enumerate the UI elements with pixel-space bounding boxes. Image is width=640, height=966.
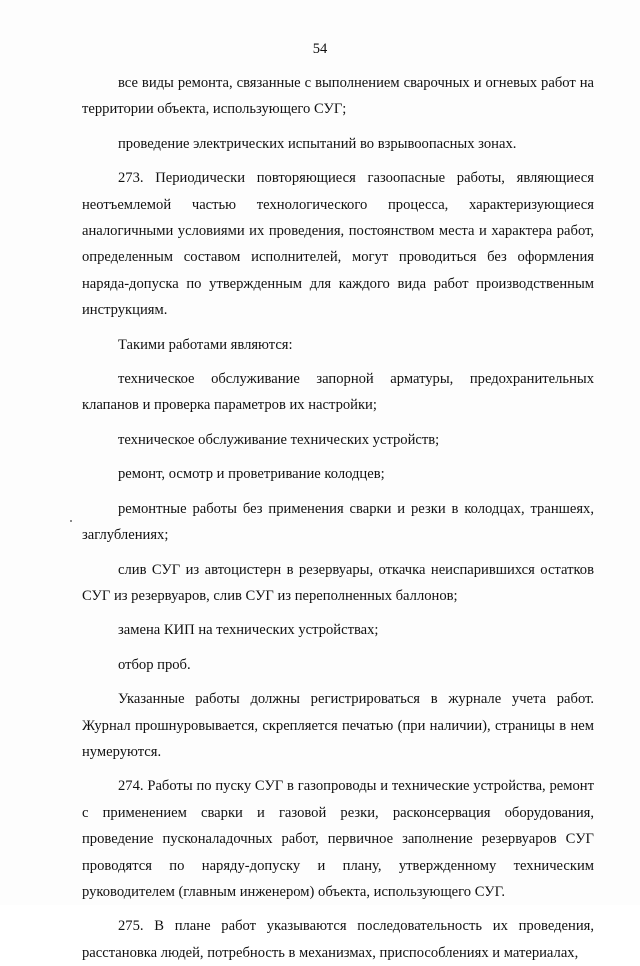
paragraph: Такими работами являются:	[118, 336, 293, 353]
paragraph: ремонт, осмотр и проветривание колодцев;	[118, 466, 385, 483]
paragraph: техническое обслуживание технических устройств;	[118, 431, 440, 448]
document-body	[82, 70, 594, 966]
paragraph: техническое обслуживание запорной арматуры, предохранительных клапанов и проверка параметров их настройки;	[82, 371, 594, 414]
paragraph: Указанные работы должны регистрироваться в журнале учета работ. Журнал прошнуровывается, скрепляется печатью (при наличии), страницы в нем нумеруются.	[82, 691, 594, 760]
paragraph: 273. Периодически повторяющиеся газоопасные работы, являющиеся неотъемлемой частью технологического процесса, характеризующиеся аналогичными условиями их проведения, постоянством места и характера работ, определенным составом исполнителей, могут проводиться без оформления наряда-допуска по утвержденным для каждого вида работ производственным инструкциям.	[82, 170, 594, 319]
paragraph: слив СУГ из автоцистерн в резервуары, откачка неиспарившихся остатков СУГ из резервуаров, слив СУГ из переполненных баллонов;	[82, 561, 594, 604]
paragraph: отбор проб.	[118, 656, 191, 673]
paragraph: замена КИП на технических устройствах;	[118, 622, 379, 639]
paragraph: ремонтные работы без применения сварки и резки в колодцах, траншеях, заглублениях;	[82, 500, 594, 544]
page-number: 54	[312, 41, 328, 57]
paragraph: все виды ремонта, связанные с выполнением сварочных и огневых работ на территории объекта, использующего СУГ;	[82, 75, 594, 118]
paragraph: 275. В плане работ указываются последовательность их проведения, расстановка людей, потребность в механизмах, приспособлениях и материалах,	[82, 918, 594, 961]
scan-speck	[70, 520, 72, 522]
paragraph: 274. Работы по пуску СУГ в газопроводы и технические устройства, ремонт с применением сварки и газовой резки, расконсервация оборудования, проведение пусконаладочных работ, первичное заполнение резервуаров СУГ проводятся по наряду-допуску и плану, утвержденному техническим руководителем (главным инженером) объекта, использующего СУГ.	[82, 778, 594, 900]
paragraph: проведение электрических испытаний во взрывоопасных зонах.	[118, 135, 517, 152]
